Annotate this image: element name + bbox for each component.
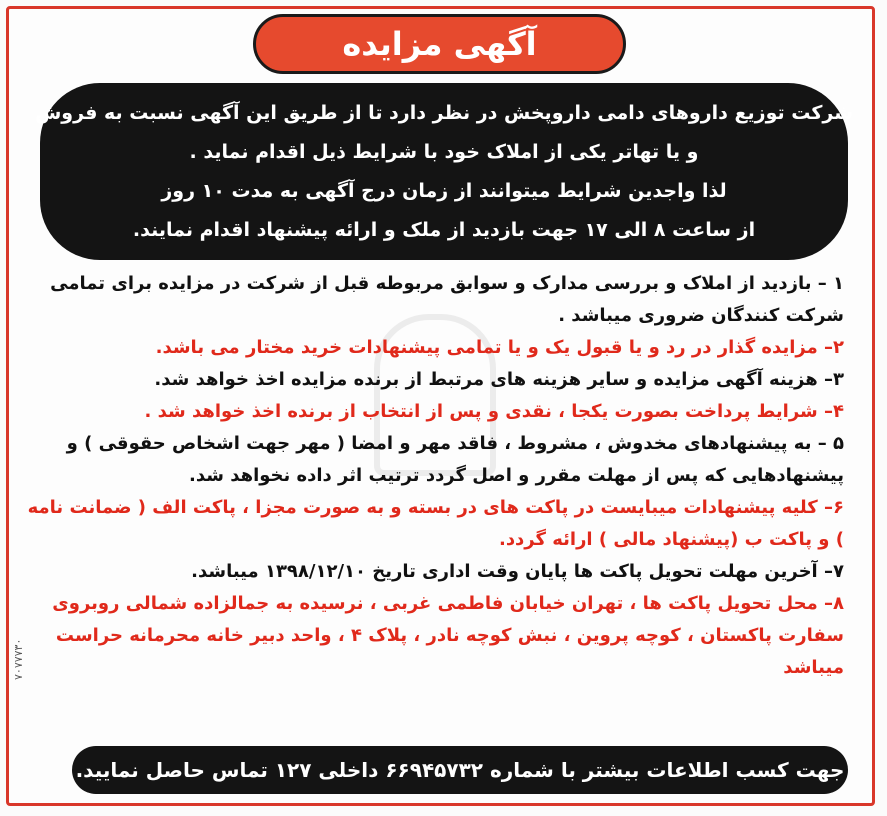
condition-item: ۸– محل تحویل پاکت ها ، تهران خیابان فاطمی غربی ، نرسیده به جمالزاده شمالی روبروی سفارت پاکستان ، کوچه پروین ، نبش کوچه نادر ، پلاک ۴ ، واحد دبیر خانه محرمانه حراست میباشد bbox=[52, 593, 844, 678]
intro-line: و یا تهاتر یکی از املاک خود با شرایط ذیل اقدام نماید . bbox=[189, 140, 699, 163]
condition-item: ۵ – به پیشنهادهای مخدوش ، مشروط ، فاقد مهر و امضا ( مهر جهت اشخاص حقوقی ) و پیشنهادهایی که پس از مهلت مقرر و اصل گردد ترتیب اثر داده نخواهد شد. bbox=[66, 433, 844, 486]
contact-text: جهت کسب اطلاعات بیشتر با شماره ۶۶۹۴۵۷۳۲ داخلی ۱۲۷ تماس حاصل نمایید. bbox=[75, 758, 845, 782]
condition-item: ۲– مزایده گذار در رد و یا قبول یک و یا تمامی پیشنهادات خرید مختار می باشد. bbox=[155, 337, 844, 358]
contact-footer bbox=[72, 746, 848, 794]
title-banner bbox=[253, 14, 626, 74]
condition-item: ۴– شرایط پرداخت بصورت یکجا ، نقدی و پس از انتخاب از برنده اخذ خواهد شد . bbox=[144, 401, 844, 422]
condition-item: ۷– آخرین مهلت تحویل پاکت ها پایان وقت اداری تاریخ ۱۳۹۸/۱۲/۱۰ میباشد. bbox=[191, 561, 844, 582]
intro-line: از ساعت ۸ الی ۱۷ جهت بازدید از ملک و ارائه پیشنهاد اقدام نمایند. bbox=[132, 218, 756, 241]
intro-line: شرکت توزیع داروهای دامی داروپخش در نظر دارد تا از طریق این آگهی نسبت به فروش bbox=[35, 101, 853, 124]
intro-panel bbox=[35, 83, 853, 260]
intro-line: لذا واجدین شرایط میتوانند از زمان درج آگهی به مدت ۱۰ روز bbox=[161, 179, 727, 202]
condition-item: ۶– کلیه پیشنهادات میبایست در پاکت های در بسته و به صورت مجزا ، پاکت الف ( ضمانت نامه ) و پاکت ب (پیشنهاد مالی ) ارائه گردد. bbox=[27, 497, 844, 550]
condition-item: ۳– هزینه آگهی مزایده و سایر هزینه های مرتبط از برنده مزایده اخذ خواهد شد. bbox=[154, 369, 844, 390]
condition-item: ۱ – بازدید از املاک و بررسی مدارک و سوابق مربوطه قبل از شرکت در مزایده برای تمامی شرکت کنندگان ضروری میباشد . bbox=[50, 273, 844, 326]
page-title: آگهی مزایده bbox=[342, 25, 537, 63]
conditions-list bbox=[14, 268, 844, 684]
side-code: ۷۰۷۷۷۳۰ bbox=[12, 638, 25, 680]
